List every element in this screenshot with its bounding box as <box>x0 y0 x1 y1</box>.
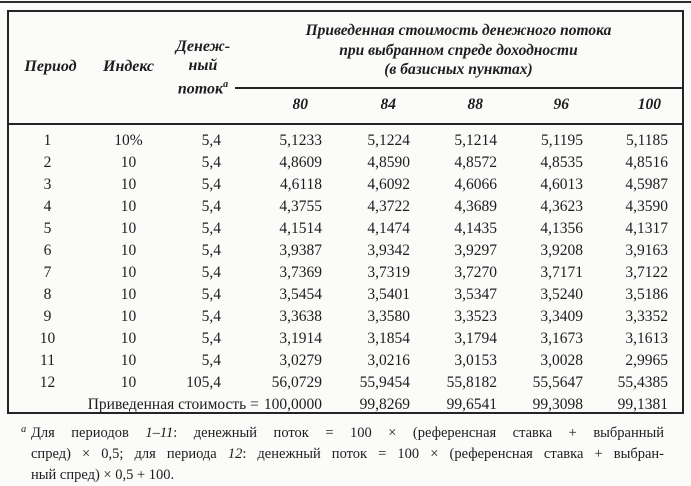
cell-cashflow: 5,4 <box>201 329 221 347</box>
spread-column-header-100: 100 <box>590 88 682 124</box>
cell-present-value: 5,1214 <box>454 131 497 149</box>
cell-present-value: 4,3755 <box>279 197 322 215</box>
cell-present-value: 4,1514 <box>279 219 322 237</box>
footnote-marker-ref: a <box>223 78 229 90</box>
table-row <box>9 174 682 196</box>
cell-period: 5 <box>43 219 52 237</box>
cashflow-label-line: Денеж- <box>175 37 231 55</box>
group-title-line: Приведенная стоимость денежного потока <box>305 22 612 39</box>
cell-period: 1 <box>43 131 52 149</box>
cell-present-value: 3,7122 <box>625 263 668 281</box>
cell-present-value: 3,5186 <box>625 285 668 303</box>
cell-present-value: 3,0216 <box>367 351 410 369</box>
cell-index: 10 <box>120 219 137 237</box>
cell-present-value: 4,3722 <box>367 197 410 215</box>
cell-present-value: 4,5987 <box>625 175 668 193</box>
footnote-marker: a <box>21 424 27 435</box>
table-row <box>9 350 682 372</box>
cell-cashflow: 5,4 <box>201 197 221 215</box>
cell-present-value: 3,7270 <box>454 263 497 281</box>
cell-present-value: 3,1673 <box>540 329 583 347</box>
group-title-line: при выбранном спреде доходности <box>339 41 578 59</box>
cell-present-value: 3,9342 <box>367 241 410 259</box>
cell-present-value: 3,1613 <box>625 329 668 347</box>
cell-present-value: 3,0153 <box>454 351 497 369</box>
group-title-line: (в базисных пунктах) <box>384 61 533 78</box>
column-header-index: Индекс <box>86 12 171 124</box>
cell-present-value: 4,1317 <box>625 219 668 237</box>
cell-present-value: 3,7319 <box>367 263 410 281</box>
cell-present-value: 3,1854 <box>367 329 410 347</box>
cell-present-value: 3,5454 <box>279 285 322 303</box>
cell-present-value: 4,8590 <box>367 153 410 171</box>
cell-present-value: 3,9387 <box>279 241 322 259</box>
top-divider-rule <box>0 1 691 3</box>
cell-present-value: 4,8572 <box>454 153 497 171</box>
table-row <box>9 152 682 174</box>
total-value: 99,1381 <box>617 395 668 413</box>
cell-period: 7 <box>43 263 52 281</box>
cell-present-value: 4,3590 <box>625 197 668 215</box>
cell-present-value: 3,5401 <box>367 285 410 303</box>
total-value: 99,3098 <box>532 395 583 413</box>
cell-present-value: 3,3352 <box>625 307 668 325</box>
table-footer <box>9 394 682 419</box>
cell-present-value: 4,8535 <box>540 153 583 171</box>
column-header-period: Период <box>9 12 86 124</box>
footnote-segment: ный спред) × 0,5 + 100. <box>31 467 175 483</box>
cell-present-value: 3,3580 <box>367 307 410 325</box>
total-label: Приведенная стоимость = <box>87 395 259 413</box>
footnote-line <box>31 423 664 444</box>
table-row <box>9 262 682 284</box>
footnote-segment: : денежный поток = 100 × (референсная ставка + выбран- <box>242 446 664 462</box>
cell-index: 10 <box>120 241 137 259</box>
cell-present-value: 4,3623 <box>540 197 583 215</box>
cell-cashflow: 5,4 <box>201 153 221 171</box>
spread-column-header-88: 88 <box>417 88 504 124</box>
cell-period: 12 <box>39 373 56 391</box>
table-row <box>9 284 682 306</box>
total-value: 99,6541 <box>446 395 497 413</box>
cell-present-value: 3,1914 <box>279 329 322 347</box>
cell-present-value: 4,8516 <box>625 153 668 171</box>
cell-index: 10 <box>120 197 137 215</box>
cell-present-value: 3,3409 <box>540 307 583 325</box>
cell-index: 10 <box>120 373 137 391</box>
table-row <box>9 124 682 152</box>
total-row <box>9 394 682 419</box>
footnote-segment: спред) × 0,5; для периода <box>31 446 228 462</box>
table-row <box>9 240 682 262</box>
cell-present-value: 55,8182 <box>446 373 497 391</box>
cell-present-value: 55,9454 <box>359 373 410 391</box>
cell-present-value: 4,1356 <box>540 219 583 237</box>
cell-index: 10 <box>120 307 137 325</box>
spread-column-header-80: 80 <box>235 88 329 124</box>
cell-index: 10% <box>114 131 143 149</box>
cell-present-value: 3,3523 <box>454 307 497 325</box>
cell-present-value: 3,9297 <box>454 241 497 259</box>
cell-present-value: 3,0028 <box>540 351 583 369</box>
cell-cashflow: 5,4 <box>201 241 221 259</box>
footnote-text <box>31 423 664 486</box>
cell-cashflow: 105,4 <box>186 373 221 391</box>
footnote-segment: 1–11 <box>145 425 174 441</box>
cell-period: 6 <box>43 241 52 259</box>
column-header-cashflow <box>171 12 235 124</box>
table-row <box>9 328 682 350</box>
total-label-cell <box>9 394 329 419</box>
total-value: 99,8269 <box>359 395 410 413</box>
cell-present-value: 3,9208 <box>540 241 583 259</box>
cell-present-value: 5,1185 <box>625 131 668 149</box>
spread-column-header-84: 84 <box>329 88 417 124</box>
cell-present-value: 3,7369 <box>279 263 322 281</box>
footnote-line <box>31 444 664 465</box>
cell-present-value: 4,8609 <box>279 153 322 171</box>
table-row <box>9 218 682 240</box>
column-group-header-present-value <box>235 12 682 88</box>
cell-present-value: 3,0279 <box>279 351 322 369</box>
table-footnote <box>21 423 665 486</box>
cell-present-value: 3,7171 <box>540 263 583 281</box>
cell-present-value: 5,1195 <box>540 131 583 149</box>
spread-column-header-96: 96 <box>504 88 590 124</box>
cell-present-value: 2,9965 <box>625 351 668 369</box>
cell-present-value: 3,5240 <box>540 285 583 303</box>
cell-period: 10 <box>39 329 56 347</box>
cell-present-value: 5,1224 <box>367 131 410 149</box>
cell-cashflow: 5,4 <box>201 175 221 193</box>
cell-present-value: 3,1794 <box>454 329 497 347</box>
table-row <box>9 372 682 394</box>
footnote-segment: Для периодов <box>31 425 146 441</box>
cell-present-value: 56,0729 <box>271 373 322 391</box>
cashflow-label-line: ный <box>188 56 218 74</box>
table-row <box>9 306 682 328</box>
cell-present-value: 4,3689 <box>454 197 497 215</box>
cell-present-value: 3,5347 <box>454 285 497 303</box>
cell-present-value: 4,1474 <box>367 219 410 237</box>
pv-table-grid <box>9 12 682 419</box>
cell-present-value: 5,1233 <box>279 131 322 149</box>
cell-present-value: 55,4385 <box>617 373 668 391</box>
footnote-segment: : денежный поток = 100 × (референсная ставка + выбранный <box>173 425 665 441</box>
cell-cashflow: 5,4 <box>201 351 221 369</box>
cell-present-value: 4,6066 <box>454 175 497 193</box>
table-header <box>9 12 682 124</box>
total-value: 100,0000 <box>263 395 322 413</box>
cell-index: 10 <box>120 175 137 193</box>
cell-cashflow: 5,4 <box>201 219 221 237</box>
cell-index: 10 <box>120 329 137 347</box>
cell-cashflow: 5,4 <box>201 285 221 303</box>
cell-period: 8 <box>43 285 52 303</box>
cell-present-value: 3,3638 <box>279 307 322 325</box>
cell-present-value: 4,1435 <box>454 219 497 237</box>
cell-cashflow: 5,4 <box>201 263 221 281</box>
cell-period: 9 <box>43 307 52 325</box>
cell-index: 10 <box>120 263 137 281</box>
cell-cashflow: 5,4 <box>201 307 221 325</box>
cell-present-value: 3,9163 <box>625 241 668 259</box>
cell-period: 3 <box>43 175 52 193</box>
cell-present-value: 4,6013 <box>540 175 583 193</box>
cell-period: 4 <box>43 197 52 215</box>
cell-present-value: 4,6092 <box>367 175 410 193</box>
cashflow-label-line: поток$^a$ <box>177 78 229 97</box>
footnote-segment: 12 <box>227 446 243 462</box>
table-body <box>9 124 682 394</box>
cell-present-value: 4,6118 <box>279 175 322 193</box>
cell-cashflow: 5,4 <box>201 131 221 149</box>
cell-present-value: 55,5647 <box>532 373 583 391</box>
table-row <box>9 196 682 218</box>
pv-table <box>7 10 684 414</box>
cell-index: 10 <box>120 351 137 369</box>
cell-period: 11 <box>40 351 55 369</box>
cell-index: 10 <box>120 285 137 303</box>
cell-index: 10 <box>120 153 137 171</box>
footnote-line <box>31 465 664 486</box>
cell-period: 2 <box>43 153 52 171</box>
